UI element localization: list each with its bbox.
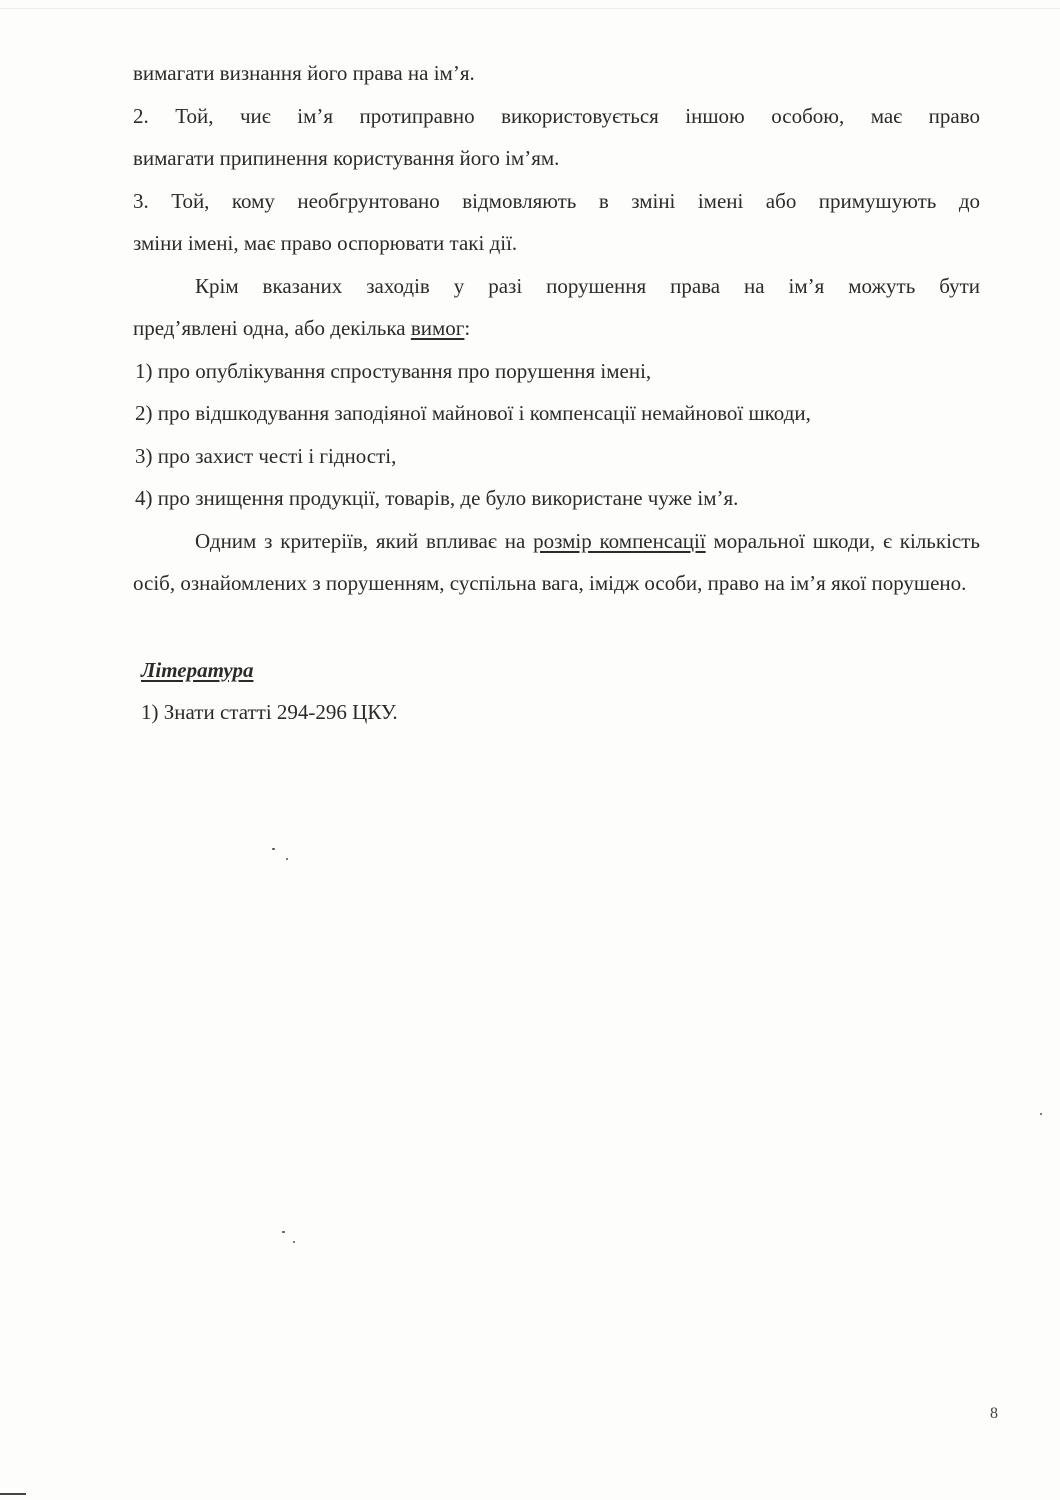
list-item: 4) про знищення продукції, товарів, де було використане чуже ім’я. <box>135 486 739 510</box>
paragraph-line: Крім вказаних заходів у разі порушення права на ім’я можуть бути <box>195 273 980 298</box>
text-line: зміни імені, має право оспорювати такі дії. <box>133 231 518 255</box>
text-line: 3. Той, кому необгрунтовано відмовляють в зміні імені або примушують до <box>133 188 980 213</box>
scan-speck <box>282 1231 285 1233</box>
list-item: 1) про опублікування спростування про порушення імені, <box>135 358 652 383</box>
list-item: 2) про відшкодування заподіяної майнової і компенсації немайнової шкоди, <box>135 401 811 425</box>
literature-heading: Література <box>141 657 254 682</box>
underlined-text: вимог <box>410 316 465 340</box>
text-line: вимагати визнання його права на ім’я. <box>133 61 475 85</box>
scan-speck <box>272 848 275 850</box>
document-body <box>133 52 980 734</box>
text-span: : <box>464 316 471 340</box>
text-span: Одним з критеріїв, який впливає на <box>195 528 534 553</box>
underlined-text: розмір компенсації <box>533 528 706 553</box>
scan-corner-mark <box>0 1493 26 1495</box>
text-line: 2. Той, чиє ім’я протиправно використовується іншою особою, має право <box>133 103 980 128</box>
paragraph-line <box>133 307 980 350</box>
list-item: 3) про захист честі і гідності, <box>135 443 397 468</box>
paragraph <box>133 520 980 605</box>
text-line: вимагати припинення користування його ім’ям. <box>133 146 560 170</box>
literature-item: 1) Знати статті 294-296 ЦКУ. <box>141 700 398 724</box>
text-span: пред’явлені одна, або декілька <box>133 316 411 340</box>
scan-speck <box>1040 1113 1042 1115</box>
text-span: моральної шкоди, є кількість осіб, ознайомлених з порушенням, суспільна вага, імідж особи, право на ім’я якої порушено. <box>133 528 980 595</box>
scan-speck <box>293 1241 295 1243</box>
page-number: 8 <box>990 1405 998 1422</box>
scan-speck <box>286 858 288 860</box>
scan-edge-line <box>0 8 1060 9</box>
